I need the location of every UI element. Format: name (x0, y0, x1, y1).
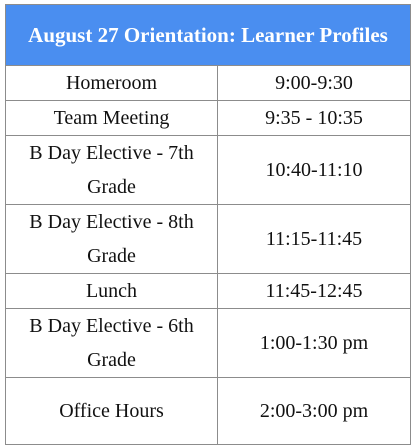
table-row (6, 274, 411, 309)
time-cell: 1:00-1:30 pm (218, 309, 411, 378)
table-row (6, 205, 411, 274)
time-cell: 11:45-12:45 (218, 274, 411, 309)
table-header-row (6, 5, 411, 66)
activity-cell: Office Hours (6, 378, 218, 445)
activity-cell: Lunch (6, 274, 218, 309)
time-cell: 9:00-9:30 (218, 66, 411, 101)
table-row (6, 101, 411, 136)
activity-cell: Homeroom (6, 66, 218, 101)
table-title: August 27 Orientation: Learner Profiles (6, 5, 411, 66)
activity-cell: B Day Elective - 6th Grade (6, 309, 218, 378)
activity-cell: Team Meeting (6, 101, 218, 136)
table-row (6, 136, 411, 205)
table-row (6, 309, 411, 378)
table-row (6, 66, 411, 101)
activity-cell: B Day Elective - 7th Grade (6, 136, 218, 205)
time-cell: 2:00-3:00 pm (218, 378, 411, 445)
time-cell: 10:40-11:10 (218, 136, 411, 205)
orientation-schedule-table (5, 4, 411, 445)
table-row (6, 378, 411, 445)
time-cell: 11:15-11:45 (218, 205, 411, 274)
time-cell: 9:35 - 10:35 (218, 101, 411, 136)
activity-cell: B Day Elective - 8th Grade (6, 205, 218, 274)
